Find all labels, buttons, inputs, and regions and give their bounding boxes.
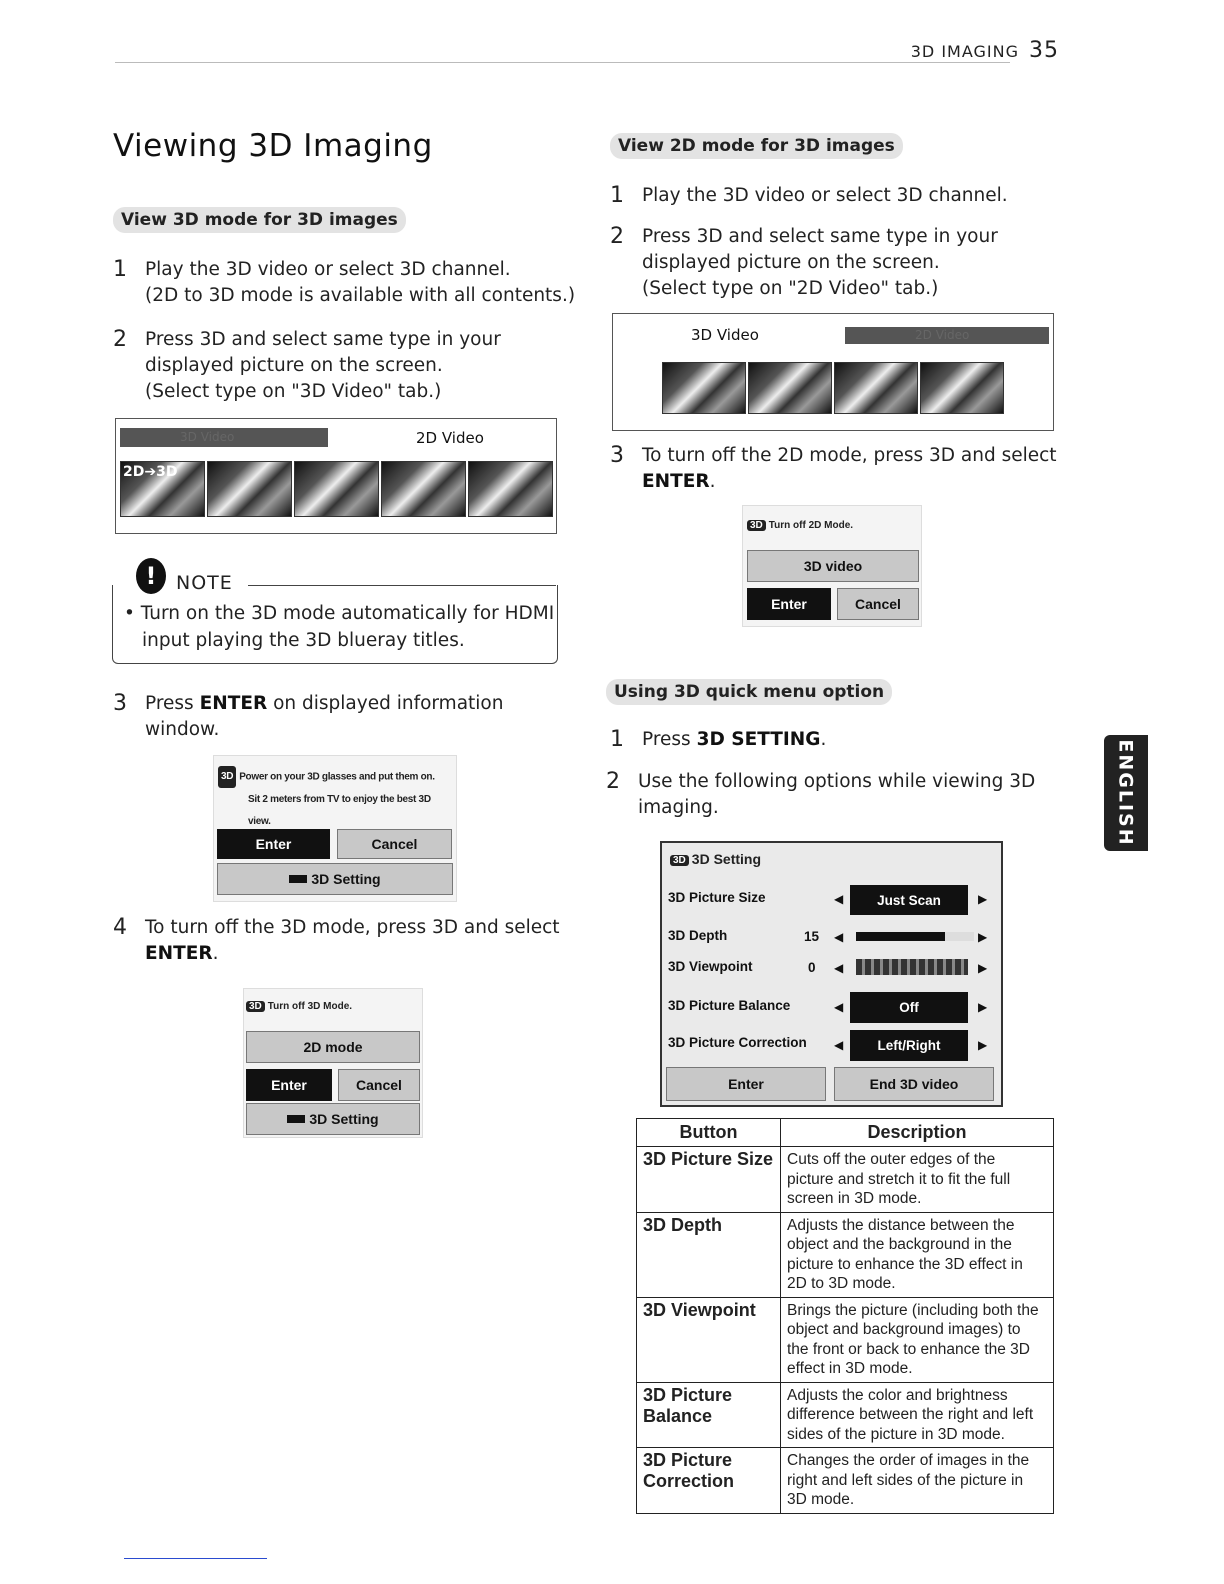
arrow-right-icon[interactable]: ▶ — [978, 892, 988, 906]
header-rule — [115, 62, 1010, 63]
step-text: (Select type on "3D Video" tab.) — [145, 381, 442, 402]
table-cell-description: Cuts off the outer edges of the picture and stretch it to fit the full screen in 3D mode. — [781, 1147, 1054, 1213]
thumbnail-image[interactable] — [834, 362, 918, 414]
tab-3d-video-selected[interactable] — [120, 428, 328, 447]
step-text: . — [212, 943, 219, 964]
left-step-1 — [113, 257, 583, 309]
right-step-1 — [610, 183, 1080, 209]
step-key: 3D SETTING — [696, 729, 821, 750]
3d-setting-button[interactable] — [217, 863, 453, 895]
table-row — [637, 1147, 1054, 1213]
side-tab-label: ENGLISH — [1115, 739, 1137, 847]
step-text: To turn off the 2D mode, press 3D and select — [642, 445, 1057, 466]
step-number: 1 — [610, 727, 624, 752]
arrow-left-icon[interactable]: ◀ — [834, 961, 844, 975]
page-title: Viewing 3D Imaging — [113, 128, 433, 164]
tab-2d-video[interactable]: 2D Video — [416, 429, 484, 447]
osd-title: Turn off 3D Mode. — [267, 1001, 353, 1013]
note-icon: ! — [136, 558, 166, 594]
depth-number: 15 — [804, 929, 820, 944]
table-cell-description: Brings the picture (including both the object and background images) to the front or back to enhance the 3D effect in 3D mode. — [781, 1297, 1054, 1382]
right-thumbnail-box — [612, 313, 1054, 431]
enter-button[interactable]: Enter — [246, 1069, 332, 1101]
table-header: Button — [637, 1119, 781, 1147]
step-number: 2 — [610, 224, 624, 249]
arrow-left-icon[interactable]: ◀ — [834, 930, 844, 944]
step-text: Press — [642, 729, 697, 750]
thumbnail-image[interactable] — [748, 362, 832, 414]
step-number: 1 — [610, 183, 624, 208]
table-cell-button: 3D Picture Balance — [637, 1382, 781, 1448]
osd-turn-off-3d-dialog — [243, 988, 423, 1138]
setting-label: 3D Viewpoint — [668, 959, 753, 974]
step-text: on displayed information — [267, 693, 504, 714]
table-cell-description: Changes the order of images in the right and left sides of the picture in 3D mode. — [781, 1448, 1054, 1514]
step-number: 3 — [610, 443, 624, 468]
enter-button[interactable]: Enter — [747, 588, 831, 620]
note-text-line: input playing the 3D blueray titles. — [142, 630, 465, 651]
left-step-2 — [113, 327, 583, 405]
osd-title: Turn off 2D Mode. — [768, 520, 854, 532]
step-text: (Select type on "2D Video" tab.) — [642, 278, 939, 299]
left-step-3 — [113, 691, 583, 743]
tab-3d-video[interactable]: 3D Video — [691, 326, 759, 344]
osd-turn-off-2d-dialog — [742, 505, 922, 627]
step-number: 4 — [113, 915, 127, 940]
table-header: Description — [781, 1119, 1054, 1147]
step-text: (2D to 3D mode is available with all contents.) — [145, 285, 576, 306]
arrow-right-icon[interactable]: ▶ — [978, 930, 988, 944]
arrow-right-icon[interactable]: ▶ — [978, 1038, 988, 1052]
button-label: 3D Setting — [309, 1111, 379, 1127]
page-number: 35 — [1029, 38, 1059, 63]
cancel-button[interactable]: Cancel — [338, 1069, 420, 1101]
tab-2d-video-selected[interactable] — [845, 327, 1049, 344]
step-text: Press — [145, 693, 200, 714]
step-key: ENTER — [199, 693, 268, 714]
enter-button[interactable]: Enter — [217, 829, 330, 859]
picture-correction-value[interactable]: Left/Right — [850, 1030, 968, 1061]
table-cell-button: 3D Depth — [637, 1212, 781, 1297]
button-label: 3D Setting — [311, 871, 381, 887]
right-step-2 — [610, 224, 1080, 302]
osd-text: view. — [248, 815, 271, 827]
step-text: . — [709, 471, 716, 492]
3d-setting-panel — [660, 841, 1003, 1107]
picture-balance-value[interactable]: Off — [850, 992, 968, 1023]
step-text: window. — [145, 719, 220, 740]
table-cell-description: Adjusts the distance between the object and the background in the picture to enhance the 3D effect in 2D to 3D mode. — [781, 1212, 1054, 1297]
quick-step-1 — [610, 727, 1080, 753]
right-heading: View 2D mode for 3D images — [610, 133, 903, 159]
remote-key-icon — [287, 1115, 305, 1123]
step-key: ENTER — [145, 943, 213, 964]
note-box — [112, 558, 557, 664]
left-heading: View 3D mode for 3D images — [113, 207, 406, 233]
step-number: 2 — [113, 327, 127, 352]
left-thumbnail-box — [115, 418, 557, 534]
tab-label: 3D Video — [180, 430, 235, 444]
note-text: • Turn on the 3D mode automatically for HDMI input playing the 3D blueray titles. — [124, 600, 554, 654]
end-3d-video-button[interactable]: End 3D video — [834, 1067, 994, 1101]
step-text: Play the 3D video or select 3D channel. — [642, 185, 1008, 206]
thumbnail-image[interactable] — [207, 461, 292, 517]
table-cell-button: 3D Picture Size — [637, 1147, 781, 1213]
step-number: 1 — [113, 257, 127, 282]
depth-slider[interactable] — [856, 932, 974, 941]
table-row — [637, 1382, 1054, 1448]
language-side-tab — [1104, 735, 1148, 851]
osd-text: Sit 2 meters from TV to enjoy the best 3D — [248, 793, 431, 805]
table-cell-button: 3D Viewpoint — [637, 1297, 781, 1382]
right-step-3 — [610, 443, 1080, 495]
table-header-row — [637, 1119, 1054, 1147]
table-row — [637, 1297, 1054, 1382]
step-text: Play the 3D video or select 3D channel. — [145, 259, 511, 280]
3d-icon: 3D — [246, 1001, 265, 1012]
step-text: To turn off the 3D mode, press 3D and select — [145, 917, 560, 938]
viewpoint-number: 0 — [808, 960, 816, 975]
3d-video-button[interactable]: 3D video — [747, 550, 919, 582]
arrow-right-icon[interactable]: ▶ — [978, 961, 988, 975]
3d-icon: 3D — [218, 766, 236, 788]
enter-button[interactable]: Enter — [666, 1067, 826, 1101]
description-table — [636, 1118, 1054, 1514]
step-text: displayed picture on the screen. — [145, 355, 443, 376]
arrow-left-icon[interactable]: ◀ — [834, 1000, 844, 1014]
thumbnail-image[interactable] — [662, 362, 746, 414]
tab-label: 2D Video — [915, 328, 970, 342]
quick-step-2 — [606, 769, 1076, 821]
thumbnail-image[interactable] — [294, 461, 379, 517]
cancel-button[interactable]: Cancel — [837, 588, 919, 620]
step-number: 3 — [113, 691, 127, 716]
remote-key-icon — [289, 875, 307, 883]
step-text: Press 3D and select same type in your — [145, 329, 501, 350]
step-text: imaging. — [638, 797, 719, 818]
thumbnail-image[interactable] — [920, 362, 1004, 414]
section-title: 3D IMAGING — [910, 42, 1019, 61]
thumbnail-badge: 2D➔3D — [123, 464, 178, 480]
setting-label: 3D Picture Size — [668, 890, 766, 905]
step-text: displayed picture on the screen. — [642, 252, 940, 273]
3d-icon: 3D — [747, 520, 766, 531]
2d-mode-button[interactable]: 2D mode — [246, 1031, 420, 1063]
step-text: . — [820, 729, 827, 750]
left-step-4 — [113, 915, 583, 967]
note-text-line: Turn on the 3D mode automatically for HDMI — [140, 603, 555, 624]
table-row — [637, 1448, 1054, 1514]
3d-setting-button[interactable] — [246, 1103, 420, 1135]
table-cell-description: Adjusts the color and brightness difference between the right and left sides of the picture in 3D mode. — [781, 1382, 1054, 1448]
table-cell-button: 3D Picture Correction — [637, 1448, 781, 1514]
table-row — [637, 1212, 1054, 1297]
step-text: Use the following options while viewing 3D — [638, 771, 1036, 792]
3d-icon: 3D — [670, 855, 689, 866]
osd-power-on-dialog — [213, 755, 457, 902]
viewpoint-slider[interactable] — [856, 959, 968, 975]
step-number: 2 — [606, 769, 620, 794]
setting-label: 3D Picture Balance — [668, 998, 791, 1013]
thumbnail-image[interactable] — [120, 461, 205, 517]
thumbnail-image[interactable] — [381, 461, 466, 517]
cancel-button[interactable]: Cancel — [337, 829, 452, 859]
osd-text: Power on your 3D glasses and put them on. — [239, 771, 435, 783]
running-header — [911, 38, 1059, 63]
setting-label: 3D Depth — [668, 928, 728, 943]
setting-label: 3D Picture Correction — [668, 1035, 807, 1050]
note-label: NOTE — [176, 572, 233, 594]
setting-title-text: 3D Setting — [691, 851, 762, 867]
setting-title — [670, 851, 761, 867]
step-key: ENTER — [642, 471, 710, 492]
footer-rule — [124, 1558, 267, 1559]
thumbnail-image[interactable] — [468, 461, 553, 517]
arrow-right-icon[interactable]: ▶ — [978, 1000, 988, 1014]
depth-slider-fill — [856, 932, 945, 941]
right-heading-2: Using 3D quick menu option — [606, 679, 892, 705]
arrow-left-icon[interactable]: ◀ — [834, 1038, 844, 1052]
step-text: Press 3D and select same type in your — [642, 226, 998, 247]
arrow-left-icon[interactable]: ◀ — [834, 892, 844, 906]
picture-size-value[interactable]: Just Scan — [850, 885, 968, 915]
